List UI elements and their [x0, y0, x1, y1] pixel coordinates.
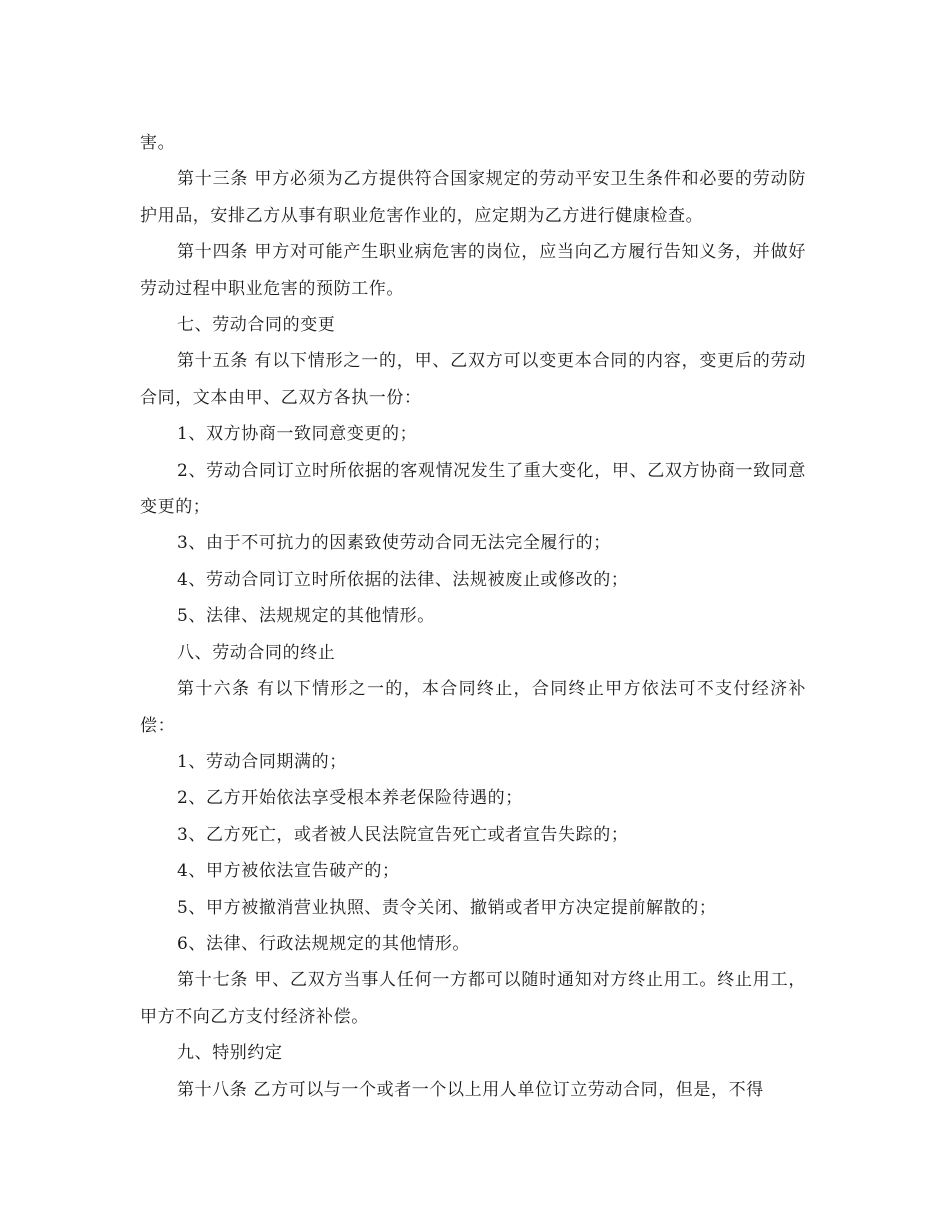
list-item: 3、乙方死亡，或者被人民法院宣告死亡或者宣告失踪的；	[177, 824, 629, 845]
list-item: 2、劳动合同订立时所依据的客观情况发生了重大变化，甲、乙双方协商一致同意变更的；	[140, 460, 806, 518]
paragraph-article-14: 第十四条 甲方对可能产生职业病危害的岗位，应当向乙方履行告知义务，并做好劳动过程中职业危害的预防工作。	[140, 242, 806, 299]
paragraph-article-13: 第十三条 甲方必须为乙方提供符合国家规定的劳动平安卫生条件和必要的劳动防护用品，安排乙方从事有职业危害作业的，应定期为乙方进行健康检查。	[140, 169, 806, 226]
list-item: 6、法律、行政法规规定的其他情形。	[177, 933, 471, 954]
paragraph-article-18: 第十八条 乙方可以与一个或者一个以上用人单位订立劳动合同，但是，不得	[177, 1079, 764, 1100]
list-item: 5、法律、法规规定的其他情形。	[177, 606, 435, 627]
list-item: 1、劳动合同期满的；	[177, 751, 347, 772]
paragraph-continuation: 害。	[140, 133, 176, 153]
paragraph-article-17: 第十七条 甲、乙双方当事人任何一方都可以随时通知对方终止用工。终止用工，甲方不向乙方支付经济补偿。	[140, 970, 806, 1027]
list-item: 3、由于不可抗力的因素致使劳动合同无法完全履行的；	[177, 533, 611, 554]
document-body	[140, 125, 806, 1108]
section-heading-8: 八、劳动合同的终止	[177, 642, 336, 663]
paragraph-article-15: 第十五条 有以下情形之一的，甲、乙双方可以变更本合同的内容，变更后的劳动合同，文本由甲、乙双方各执一份：	[140, 351, 806, 408]
list-item: 5、甲方被撤消营业执照、责令关闭、撤销或者甲方决定提前解散的；	[177, 897, 717, 918]
list-item: 4、劳动合同订立时所依据的法律、法规被废止或修改的；	[177, 569, 629, 590]
section-heading-9: 九、特别约定	[177, 1043, 283, 1064]
section-heading-7: 七、劳动合同的变更	[177, 315, 336, 336]
paragraph-article-16: 第十六条 有以下情形之一的，本合同终止，合同终止甲方依法可不支付经济补偿：	[140, 679, 806, 736]
list-item: 2、乙方开始依法享受根本养老保险待遇的；	[177, 788, 523, 809]
list-item: 1、双方协商一致同意变更的；	[177, 424, 418, 445]
list-item: 4、甲方被依法宣告破产的；	[177, 861, 400, 882]
